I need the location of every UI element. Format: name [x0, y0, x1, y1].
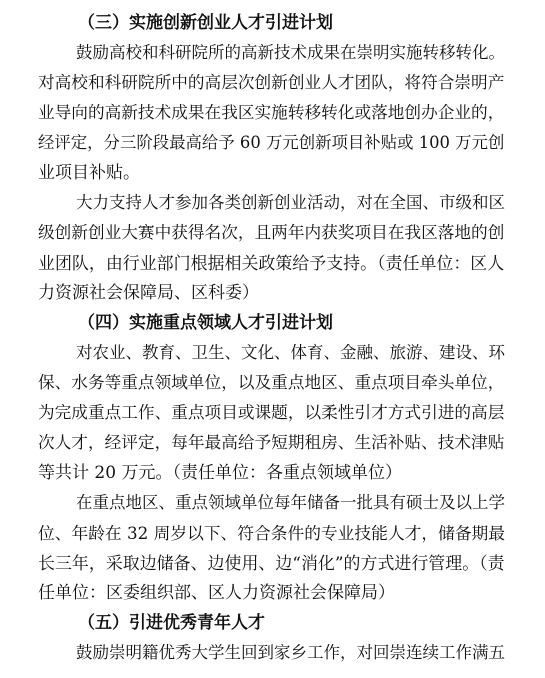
section-heading: （四）实施重点领域人才引进计划: [78, 313, 333, 333]
paragraph-line: 对高校和科研院所中的高层次创新创业人才团队，将符合崇明产: [38, 73, 505, 92]
paragraph-line: 业导向的高新技术成果在我区实施转移转化或落地创办企业的，: [38, 103, 505, 122]
paragraph-line: 业项目补贴。: [38, 163, 140, 183]
paragraph-line: 对农业、教育、卫生、文化、体育、金融、旅游、建设、环: [76, 343, 505, 362]
paragraph-line: 长三年，采取边储备、边使用、边“消化”的方式进行管理。（责: [38, 553, 505, 573]
paragraph-line: 级创新创业大赛中获得名次，且两年内获奖项目在我区落地的创: [38, 223, 505, 242]
paragraph-line: 等共计 20 万元。（责任单位：各重点领域单位）: [38, 463, 402, 483]
paragraph-line: 保、水务等重点领域单位，以及重点地区、重点项目牵头单位，: [38, 373, 505, 392]
paragraph-line: 鼓励崇明籍优秀大学生回到家乡工作，对回崇连续工作满五: [76, 643, 505, 662]
paragraph-line: 次人才，经评定，每年最高给予短期租房、生活补贴、技术津贴: [38, 433, 505, 452]
paragraph-line: 经评定，分三阶段最高给予 60 万元创新项目补贴或 100 万元创: [38, 133, 505, 152]
paragraph-line: 力资源社会保障局、区科委）: [38, 283, 259, 303]
paragraph-line: 在重点地区、重点领域单位每年储备一批具有硕士及以上学: [76, 493, 505, 512]
section-heading: （三）实施创新创业人才引进计划: [78, 13, 333, 33]
paragraph-line: 任单位：区委组织部、区人力资源社会保障局）: [38, 583, 395, 603]
section-heading: （五）引进优秀青年人才: [78, 613, 265, 633]
paragraph-line: 业团队，由行业部门根据相关政策给予支持。（责任单位：区人: [38, 253, 505, 273]
paragraph-line: 位、年龄在 32 周岁以下、符合条件的专业技能人才，储备期最: [38, 523, 506, 543]
paragraph-line: 为完成重点工作、重点项目或课题，以柔性引才方式引进的高层: [38, 403, 505, 422]
paragraph-line: 鼓励高校和科研院所的高新技术成果在崇明实施转移转化。: [76, 43, 505, 62]
paragraph-line: 大力支持人才参加各类创新创业活动，对在全国、市级和区: [76, 193, 505, 212]
